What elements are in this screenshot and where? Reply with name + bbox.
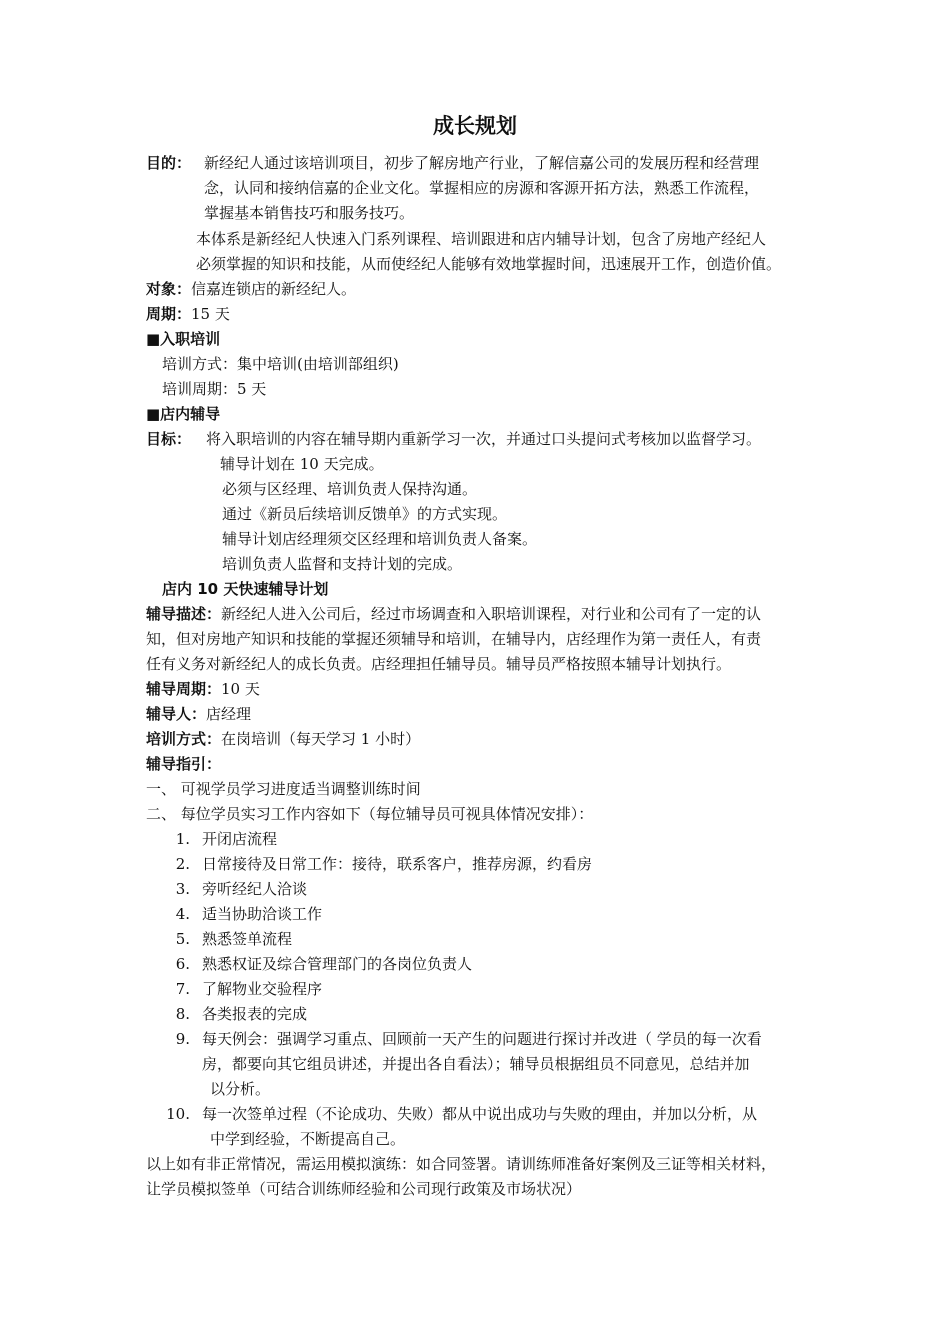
list-item-text: 熟悉签单流程 — [202, 930, 293, 948]
goal-line: 将入职培训的内容在辅导期内重新学习一次，并通过口头提问式考核加以监督学习。 — [206, 430, 762, 448]
list-item — [156, 954, 472, 974]
period-row — [146, 304, 230, 324]
target-row — [146, 279, 356, 299]
list-item — [156, 1104, 757, 1124]
target-label: 对象： — [146, 280, 192, 298]
list-item — [156, 879, 307, 899]
list-item-text: 开闭店流程 — [202, 830, 278, 848]
onboarding-period: 培训周期：5 天 — [162, 380, 267, 398]
goal-line: 必须与区经理、培训负责人保持沟通。 — [222, 480, 478, 498]
list-item — [156, 979, 322, 999]
list-item-text: 适当协助洽谈工作 — [202, 905, 323, 923]
list-item-continuation: 房，都要向其它组员讲述，并提出各自看法）；辅导员根据组员不同意见，总结并加 — [202, 1055, 750, 1073]
closing-paragraph-line: 让学员模拟签单（可结合训练师经验和公司现行政策及市场状况） — [146, 1180, 582, 1198]
list-item — [156, 829, 277, 849]
list-item — [156, 854, 592, 874]
list-item-continuation: 中学到经验，不断提高自己。 — [210, 1130, 406, 1148]
purpose-line: 本体系是新经纪人快速入门系列课程、培训跟进和店内辅导计划，包含了房地产经纪人 — [196, 230, 767, 248]
closing-paragraph-line: 以上如有非正常情况，需运用模拟演练：如合同签署。请训练师准备好案例及三证等相关材料， — [146, 1155, 777, 1173]
purpose-line: 必须掌握的知识和技能，从而使经纪人能够有效地掌握时间，迅速展开工作，创造价值。 — [196, 255, 782, 273]
goal-line: 辅导计划在 10 天完成。 — [220, 455, 384, 473]
plan-heading: 店内 10 天快速辅导计划 — [162, 580, 329, 598]
list-item-number: 10. — [166, 1105, 190, 1123]
list-item-number: 7. — [175, 980, 190, 998]
goal-line: 培训负责人监督和支持计划的完成。 — [222, 555, 463, 573]
plan-mentor-label: 辅导人： — [146, 705, 207, 723]
list-item-text: 了解物业交验程序 — [202, 980, 323, 998]
list-item-number: 3. — [175, 880, 190, 898]
list-item-number: 6. — [175, 955, 190, 973]
goal-line: 辅导计划店经理须交区经理和培训负责人备案。 — [222, 530, 538, 548]
list-item-text: 旁听经纪人洽谈 — [202, 880, 308, 898]
list-item-number: 4. — [175, 905, 190, 923]
list-item-text: 每天例会：强调学习重点、回顾前一天产生的问题进行探讨并改进（ 学员的每一次看 — [202, 1030, 762, 1048]
plan-period-row — [146, 679, 260, 699]
plan-desc-line: 新经纪人进入公司后，经过市场调查和入职培训课程，对行业和公司有了一定的认 — [221, 605, 762, 623]
plan-method-label: 培训方式： — [146, 730, 222, 748]
list-item-number: 2. — [175, 855, 190, 873]
plan-period-value: 10 天 — [221, 680, 260, 698]
list-item-number: 1. — [175, 830, 190, 848]
list-item-number: 8. — [175, 1005, 190, 1023]
purpose-line: 新经纪人通过该培训项目，初步了解房地产行业，了解信嘉公司的发展历程和经营理 — [204, 154, 760, 172]
list-item — [156, 1004, 307, 1024]
list-item-text: 日常接待及日常工作：接待，联系客户，推荐房源，约看房 — [202, 855, 593, 873]
list-item — [156, 904, 322, 924]
plan-guide-item: 一、 可视学员学习进度适当调整训练时间 — [146, 780, 421, 798]
list-item — [156, 1029, 762, 1049]
list-item-continuation: 以分析。 — [210, 1080, 271, 1098]
plan-method-value: 在岗培训（每天学习 1 小时） — [221, 730, 421, 748]
list-item-text: 各类报表的完成 — [202, 1005, 308, 1023]
plan-method-row — [146, 729, 420, 749]
goal-label: 目标： — [146, 430, 192, 448]
period-value: 15 天 — [191, 305, 230, 323]
plan-period-label: 辅导周期： — [146, 680, 222, 698]
target-value: 信嘉连锁店的新经纪人。 — [191, 280, 357, 298]
plan-desc-line: 知，但对房地产知识和技能的掌握还须辅导和培训，在辅导内，店经理作为第一责任人，有责 — [146, 630, 762, 648]
purpose-label: 目的： — [146, 154, 192, 172]
goal-line: 通过《新员后续培训反馈单》的方式实现。 — [222, 505, 508, 523]
plan-mentor-row — [146, 704, 251, 724]
section-heading-instore: ■店内辅导 — [146, 405, 221, 423]
list-item-text: 每一次签单过程（不论成功、失败）都从中说出成功与失败的理由，并加以分析，从 — [202, 1105, 758, 1123]
purpose-line: 念，认同和接纳信嘉的企业文化。掌握相应的房源和客源开拓方法，熟悉工作流程， — [204, 179, 760, 197]
period-label: 周期： — [146, 305, 192, 323]
plan-desc-line: 任有义务对新经纪人的成长负责。店经理担任辅导员。辅导员严格按照本辅导计划执行。 — [146, 655, 732, 673]
onboarding-method: 培训方式：集中培训(由培训部组织) — [162, 355, 399, 373]
purpose-line: 掌握基本销售技巧和服务技巧。 — [204, 204, 415, 222]
list-item — [156, 929, 292, 949]
plan-mentor-value: 店经理 — [206, 705, 252, 723]
plan-guide-label: 辅导指引： — [146, 755, 222, 773]
plan-guide-item: 二、 每位学员实习工作内容如下（每位辅导员可视具体情况安排）： — [146, 805, 594, 823]
plan-desc-label: 辅导描述： — [146, 605, 222, 623]
section-heading-onboarding: ■入职培训 — [146, 330, 221, 348]
list-item-text: 熟悉权证及综合管理部门的各岗位负责人 — [202, 955, 473, 973]
list-item-number: 9. — [175, 1030, 190, 1048]
page-title: 成长规划 — [433, 114, 517, 138]
plan-desc-row — [146, 604, 761, 624]
list-item-number: 5. — [175, 930, 190, 948]
